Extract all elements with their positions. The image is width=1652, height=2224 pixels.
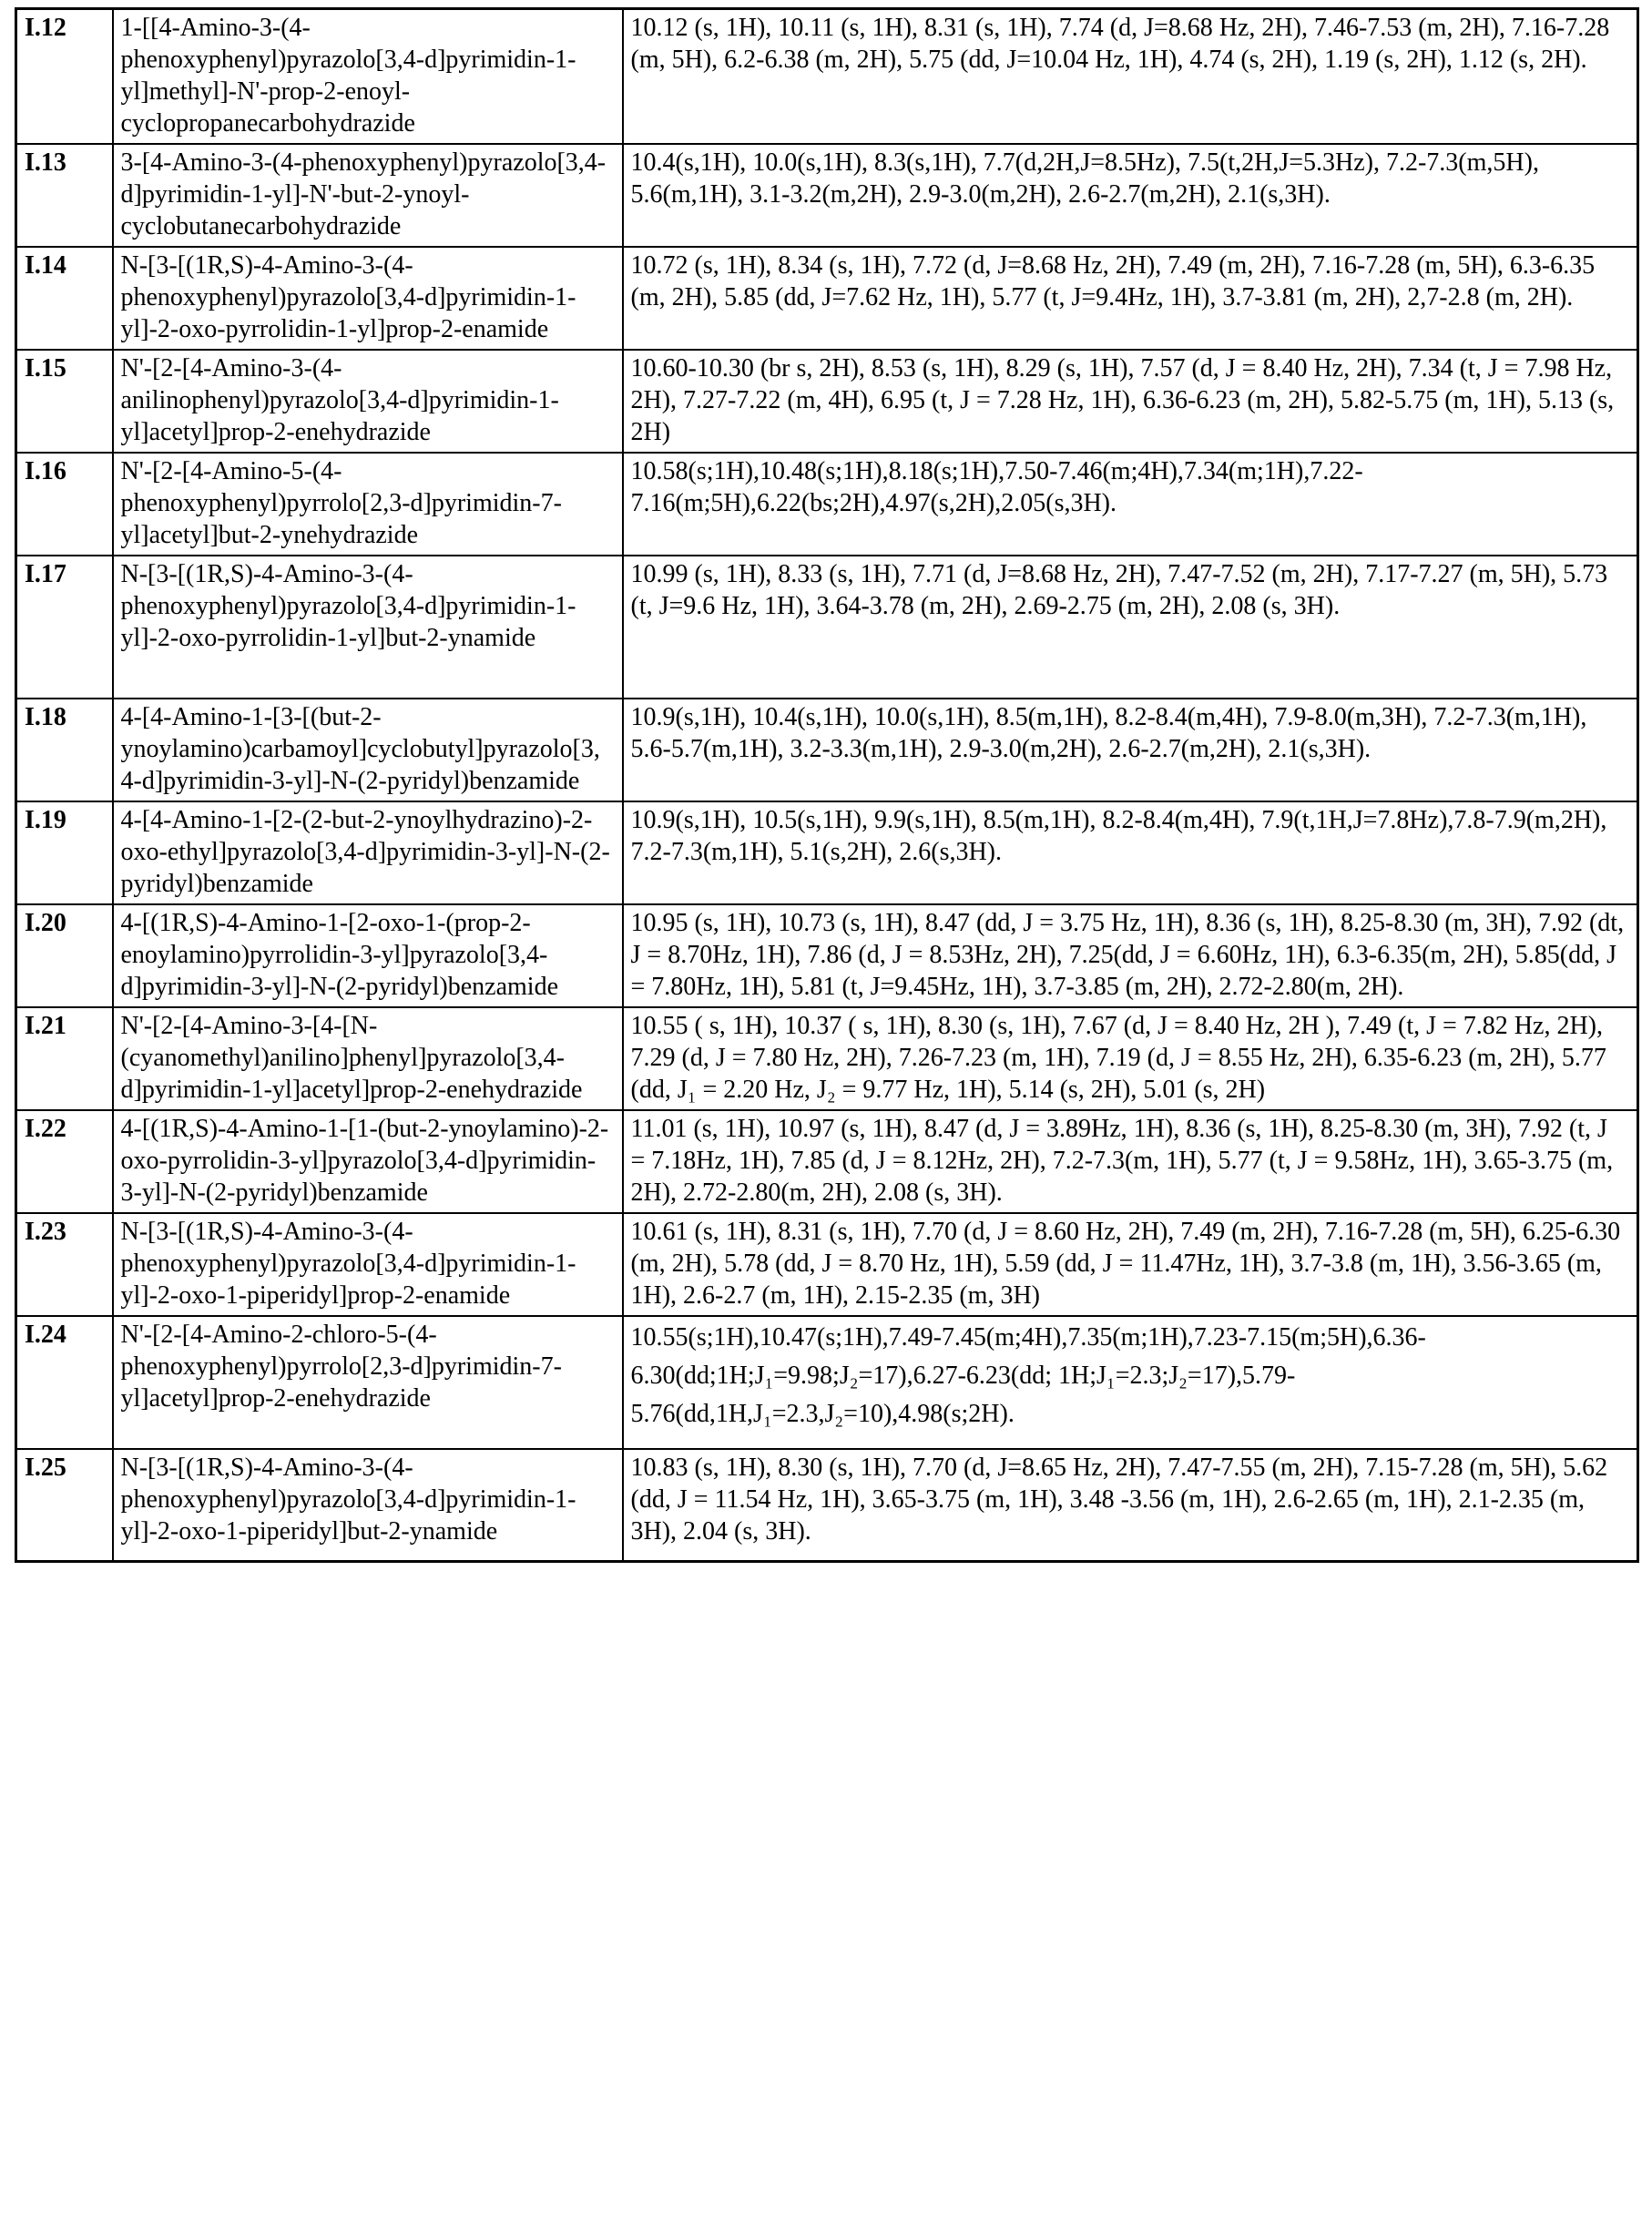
nmr-data-cell: 10.9(s,1H), 10.5(s,1H), 9.9(s,1H), 8.5(m,1H), 8.2-8.4(m,4H), 7.9(t,1H,J=7.8Hz),7.8-7.9(m,2H), 7.2-7.3(m,1H), 5.1(s,2H), 2.6(s,3H). (623, 801, 1638, 904)
table-row (16, 247, 1638, 350)
compound-name-cell: 4-[4-Amino-1-[3-[(but-2-ynoylamino)carbamoyl]cyclobutyl]pyrazolo[3,4-d]pyrimidin-3-yl]-N-(2-pyridyl)benzamide (113, 699, 623, 801)
compound-name-cell: 1-[[4-Amino-3-(4-phenoxyphenyl)pyrazolo[3,4-d]pyrimidin-1-yl]methyl]-N'-prop-2-enoyl-cyclopropanecarbohydrazide (113, 9, 623, 145)
table-row (16, 801, 1638, 904)
table-row (16, 1007, 1638, 1110)
compound-id-cell: I.24 (16, 1316, 113, 1449)
table-row (16, 556, 1638, 699)
table-row (16, 144, 1638, 247)
table-row (16, 699, 1638, 801)
compound-nmr-table (15, 7, 1639, 1563)
compound-name-cell: N-[3-[(1R,S)-4-Amino-3-(4-phenoxyphenyl)pyrazolo[3,4-d]pyrimidin-1-yl]-2-oxo-1-piperidyl]but-2-ynamide (113, 1449, 623, 1562)
table-row (16, 1316, 1638, 1449)
compound-name-cell: N'-[2-[4-Amino-2-chloro-5-(4-phenoxyphenyl)pyrrolo[2,3-d]pyrimidin-7-yl]acetyl]prop-2-enehydrazide (113, 1316, 623, 1449)
compound-id-cell: I.23 (16, 1213, 113, 1316)
nmr-data-cell: 11.01 (s, 1H), 10.97 (s, 1H), 8.47 (d, J = 3.89Hz, 1H), 8.36 (s, 1H), 8.25-8.30 (m, 3H), 7.92 (t, J = 7.18Hz, 1H), 7.85 (d, J = 8.12Hz, 2H), 7.2-7.3(m, 1H), 5.77 (t, J = 9.58Hz, 1H), 3.65-3.75 (m, 2H), 2.72-2.80(m, 2H), 2.08 (s, 3H). (623, 1110, 1638, 1213)
table-body (16, 9, 1638, 1562)
nmr-data-cell: 10.55 ( s, 1H), 10.37 ( s, 1H), 8.30 (s, 1H), 7.67 (d, J = 8.40 Hz, 2H ), 7.49 (t, J = 7.82 Hz, 2H), 7.29 (d, J = 7.80 Hz, 2H), 7.26-7.23 (m, 1H), 7.19 (d, J = 8.55 Hz, 2H), 6.35-6.23 (m, 2H), 5.77 (dd, J₁ = 2.20 Hz, J₂ = 9.77 Hz, 1H), 5.14 (s, 2H), 5.01 (s, 2H) (623, 1007, 1638, 1110)
compound-name-cell: 3-[4-Amino-3-(4-phenoxyphenyl)pyrazolo[3,4-d]pyrimidin-1-yl]-N'-but-2-ynoyl-cyclobutanecarbohydrazide (113, 144, 623, 247)
compound-id-cell: I.13 (16, 144, 113, 247)
nmr-data-cell: 10.4(s,1H), 10.0(s,1H), 8.3(s,1H), 7.7(d,2H,J=8.5Hz), 7.5(t,2H,J=5.3Hz), 7.2-7.3(m,5H), 5.6(m,1H), 3.1-3.2(m,2H), 2.9-3.0(m,2H), 2.6-2.7(m,2H), 2.1(s,3H). (623, 144, 1638, 247)
compound-name-cell: N'-[2-[4-Amino-5-(4-phenoxyphenyl)pyrrolo[2,3-d]pyrimidin-7-yl]acetyl]but-2-ynehydrazide (113, 453, 623, 556)
compound-name-cell: 4-[4-Amino-1-[2-(2-but-2-ynoylhydrazino)-2-oxo-ethyl]pyrazolo[3,4-d]pyrimidin-3-yl]-N-(2-pyridyl)benzamide (113, 801, 623, 904)
compound-id-cell: I.18 (16, 699, 113, 801)
table-row (16, 1449, 1638, 1562)
compound-id-cell: I.25 (16, 1449, 113, 1562)
compound-name-cell: N'-[2-[4-Amino-3-(4-anilinophenyl)pyrazolo[3,4-d]pyrimidin-1-yl]acetyl]prop-2-enehydrazide (113, 350, 623, 453)
compound-id-cell: I.16 (16, 453, 113, 556)
table-row (16, 9, 1638, 145)
compound-id-cell: I.21 (16, 1007, 113, 1110)
compound-name-cell: 4-[(1R,S)-4-Amino-1-[1-(but-2-ynoylamino)-2-oxo-pyrrolidin-3-yl]pyrazolo[3,4-d]pyrimidin-3-yl]-N-(2-pyridyl)benzamide (113, 1110, 623, 1213)
compound-name-cell: N'-[2-[4-Amino-3-[4-[N-(cyanomethyl)anilino]phenyl]pyrazolo[3,4-d]pyrimidin-1-yl]acetyl]prop-2-enehydrazide (113, 1007, 623, 1110)
compound-id-cell: I.12 (16, 9, 113, 145)
table-row (16, 350, 1638, 453)
compound-id-cell: I.19 (16, 801, 113, 904)
nmr-data-cell: 10.58(s;1H),10.48(s;1H),8.18(s;1H),7.50-7.46(m;4H),7.34(m;1H),7.22-7.16(m;5H),6.22(bs;2H),4.97(s,2H),2.05(s,3H). (623, 453, 1638, 556)
compound-name-cell: N-[3-[(1R,S)-4-Amino-3-(4-phenoxyphenyl)pyrazolo[3,4-d]pyrimidin-1-yl]-2-oxo-1-piperidyl]prop-2-enamide (113, 1213, 623, 1316)
compound-name-cell: 4-[(1R,S)-4-Amino-1-[2-oxo-1-(prop-2-enoylamino)pyrrolidin-3-yl]pyrazolo[3,4-d]pyrimidin-3-yl]-N-(2-pyridyl)benzamide (113, 904, 623, 1007)
nmr-data-cell: 10.9(s,1H), 10.4(s,1H), 10.0(s,1H), 8.5(m,1H), 8.2-8.4(m,4H), 7.9-8.0(m,3H), 7.2-7.3(m,1H), 5.6-5.7(m,1H), 3.2-3.3(m,1H), 2.9-3.0(m,2H), 2.6-2.7(m,2H), 2.1(s,3H). (623, 699, 1638, 801)
nmr-data-cell: 10.72 (s, 1H), 8.34 (s, 1H), 7.72 (d, J=8.68 Hz, 2H), 7.49 (m, 2H), 7.16-7.28 (m, 5H), 6.3-6.35 (m, 2H), 5.85 (dd, J=7.62 Hz, 1H), 5.77 (t, J=9.4Hz, 1H), 3.7-3.81 (m, 2H), 2,7-2.8 (m, 2H). (623, 247, 1638, 350)
nmr-data-cell: 10.55(s;1H),10.47(s;1H),7.49-7.45(m;4H),7.35(m;1H),7.23-7.15(m;5H),6.36-6.30(dd;1H;J₁=9.98;J₂=17),6.27-6.23(dd; 1H;J₁=2.3;J₂=17),5.79-5.76(dd,1H,J₁=2.3,J₂=10),4.98(s;2H). (623, 1316, 1638, 1449)
compound-id-cell: I.20 (16, 904, 113, 1007)
compound-name-cell: N-[3-[(1R,S)-4-Amino-3-(4-phenoxyphenyl)pyrazolo[3,4-d]pyrimidin-1-yl]-2-oxo-pyrrolidin-1-yl]prop-2-enamide (113, 247, 623, 350)
compound-id-cell: I.22 (16, 1110, 113, 1213)
compound-id-cell: I.14 (16, 247, 113, 350)
nmr-data-cell: 10.12 (s, 1H), 10.11 (s, 1H), 8.31 (s, 1H), 7.74 (d, J=8.68 Hz, 2H), 7.46-7.53 (m, 2H), 7.16-7.28 (m, 5H), 6.2-6.38 (m, 2H), 5.75 (dd, J=10.04 Hz, 1H), 4.74 (s, 2H), 1.19 (s, 2H), 1.12 (s, 2H). (623, 9, 1638, 145)
compound-id-cell: I.17 (16, 556, 113, 699)
nmr-data-cell: 10.99 (s, 1H), 8.33 (s, 1H), 7.71 (d, J=8.68 Hz, 2H), 7.47-7.52 (m, 2H), 7.17-7.27 (m, 5H), 5.73 (t, J=9.6 Hz, 1H), 3.64-3.78 (m, 2H), 2.69-2.75 (m, 2H), 2.08 (s, 3H). (623, 556, 1638, 699)
nmr-data-cell: 10.95 (s, 1H), 10.73 (s, 1H), 8.47 (dd, J = 3.75 Hz, 1H), 8.36 (s, 1H), 8.25-8.30 (m, 3H), 7.92 (dt, J = 8.70Hz, 1H), 7.86 (d, J = 8.53Hz, 2H), 7.25(dd, J = 6.60Hz, 1H), 6.3-6.35(m, 2H), 5.85(dd, J = 7.80Hz, 1H), 5.81 (t, J=9.45Hz, 1H), 3.7-3.85 (m, 2H), 2.72-2.80(m, 2H). (623, 904, 1638, 1007)
table-row (16, 904, 1638, 1007)
nmr-data-cell: 10.60-10.30 (br s, 2H), 8.53 (s, 1H), 8.29 (s, 1H), 7.57 (d, J = 8.40 Hz, 2H), 7.34 (t, J = 7.98 Hz, 2H), 7.27-7.22 (m, 4H), 6.95 (t, J = 7.28 Hz, 1H), 6.36-6.23 (m, 2H), 5.82-5.75 (m, 1H), 5.13 (s, 2H) (623, 350, 1638, 453)
nmr-data-cell: 10.83 (s, 1H), 8.30 (s, 1H), 7.70 (d, J=8.65 Hz, 2H), 7.47-7.55 (m, 2H), 7.15-7.28 (m, 5H), 5.62 (dd, J = 11.54 Hz, 1H), 3.65-3.75 (m, 1H), 3.48 -3.56 (m, 1H), 2.6-2.65 (m, 1H), 2.1-2.35 (m, 3H), 2.04 (s, 3H). (623, 1449, 1638, 1562)
compound-id-cell: I.15 (16, 350, 113, 453)
table-row (16, 453, 1638, 556)
nmr-data-cell: 10.61 (s, 1H), 8.31 (s, 1H), 7.70 (d, J = 8.60 Hz, 2H), 7.49 (m, 2H), 7.16-7.28 (m, 5H), 6.25-6.30 (m, 2H), 5.78 (dd, J = 8.70 Hz, 1H), 5.59 (dd, J = 11.47Hz, 1H), 3.7-3.8 (m, 1H), 3.56-3.65 (m, 1H), 2.6-2.7 (m, 1H), 2.15-2.35 (m, 3H) (623, 1213, 1638, 1316)
table-row (16, 1110, 1638, 1213)
compound-name-cell: N-[3-[(1R,S)-4-Amino-3-(4-phenoxyphenyl)pyrazolo[3,4-d]pyrimidin-1-yl]-2-oxo-pyrrolidin-1-yl]but-2-ynamide (113, 556, 623, 699)
table-row (16, 1213, 1638, 1316)
